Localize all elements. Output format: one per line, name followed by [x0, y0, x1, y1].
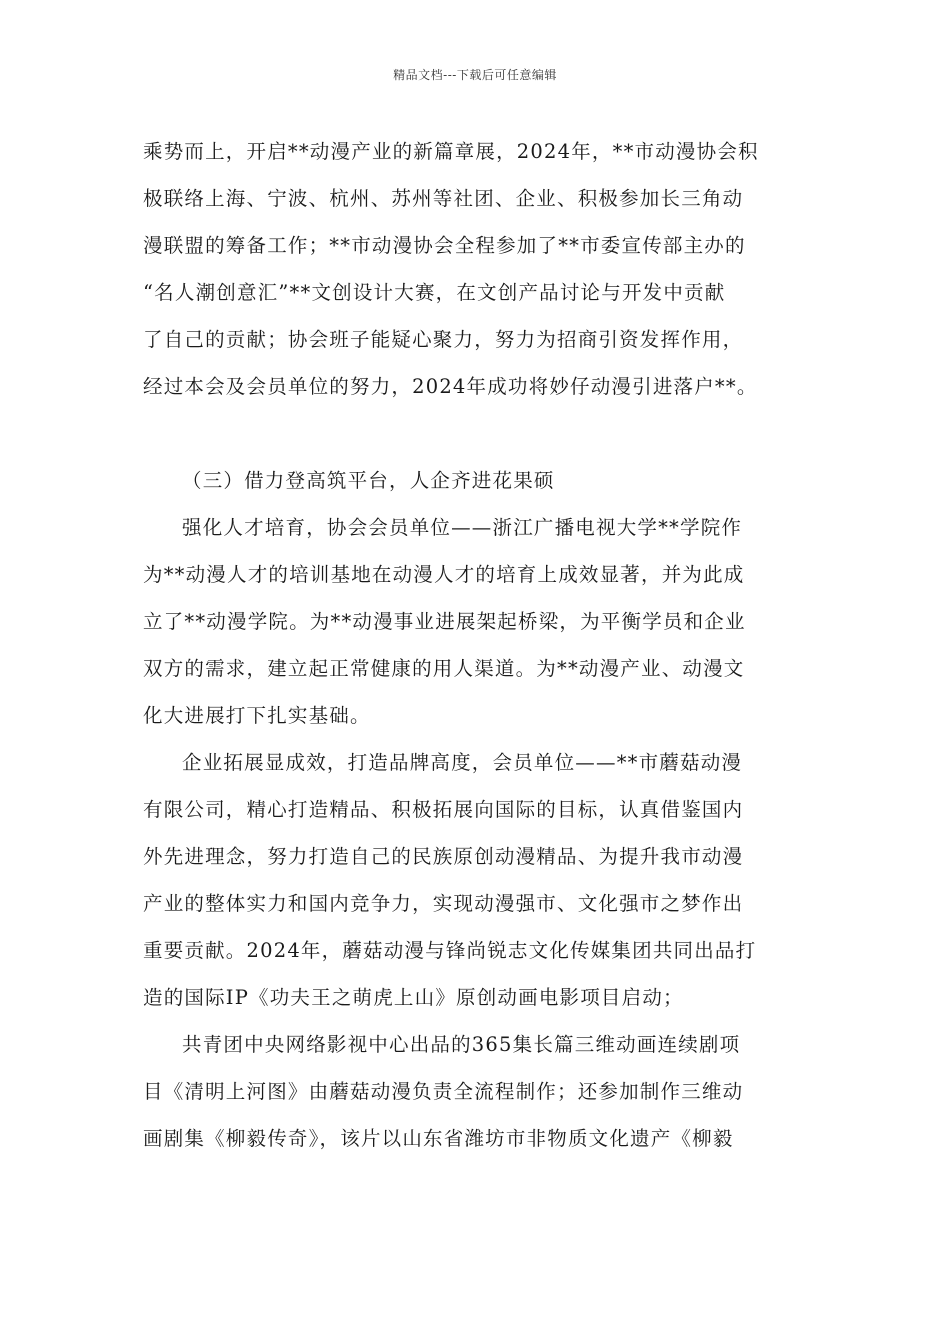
page-header: 精品文档---下载后可任意编辑 [393, 68, 557, 82]
text-line: 立了**动漫学院。为**动漫事业进展架起桥梁，为平衡学员和企业 [143, 610, 746, 633]
paragraph-1 [143, 128, 808, 410]
text-line: 重要贡献。2024年，蘑菇动漫与锋尚锐志文化传媒集团共同出品打 [143, 939, 757, 962]
text-line: 化大进展打下扎实基础。 [143, 704, 371, 727]
text-line: 乘势而上，开启**动漫产业的新篇章展，2024年，**市动漫协会积 [143, 140, 759, 163]
paragraph-4 [143, 1021, 808, 1162]
text-line: 漫联盟的筹备工作；**市动漫协会全程参加了**市委宣传部主办的 [143, 234, 746, 257]
text-line: 有限公司，精心打造精品、积极拓展向国际的目标，认真借鉴国内 [143, 798, 744, 821]
text-line: “名人潮创意汇”**文创设计大赛，在文创产品讨论与开发中贡献 [143, 281, 726, 304]
text-line: 了自己的贡献；协会班子能疑心聚力，努力为招商引资发挥作用， [143, 328, 744, 351]
text-line: 强化人才培育，协会会员单位——浙江广播电视大学**学院作 [182, 516, 743, 539]
heading-text: （三）借力登高筑平台，人企齐进花果硕 [182, 469, 555, 492]
text-line: 造的国际IP《功夫王之萌虎上山》原创动画电影项目启动； [143, 986, 684, 1009]
text-line: 共青团中央网络影视中心出品的365集长篇三维动画连续剧项 [182, 1033, 741, 1056]
paragraph-2 [143, 504, 808, 739]
paragraph-3 [143, 739, 808, 1021]
text-line: 企业拓展显成效，打造品牌高度，会员单位——**市蘑菇动漫 [182, 751, 743, 774]
text-line: 双方的需求，建立起正常健康的用人渠道。为**动漫产业、动漫文 [143, 657, 745, 680]
text-line: 外先进理念，努力打造自己的民族原创动漫精品、为提升我市动漫 [143, 845, 744, 868]
text-line: 经过本会及会员单位的努力，2024年成功将妙仔动漫引进落户**。 [143, 375, 758, 398]
text-line: 画剧集《柳毅传奇》，该片以山东省潍坊市非物质文化遗产《柳毅 [143, 1127, 734, 1150]
text-line: 目《清明上河图》由蘑菇动漫负责全流程制作；还参加制作三维动 [143, 1080, 744, 1103]
text-line: 为**动漫人才的培训基地在动漫人才的培育上成效显著，并为此成 [143, 563, 745, 586]
text-line: 产业的整体实力和国内竞争力，实现动漫强市、文化强市之梦作出 [143, 892, 744, 915]
document-body [143, 128, 808, 1162]
text-line: 极联络上海、宁波、杭州、苏州等社团、企业、积极参加长三角动 [143, 187, 744, 210]
section-heading [143, 457, 808, 504]
